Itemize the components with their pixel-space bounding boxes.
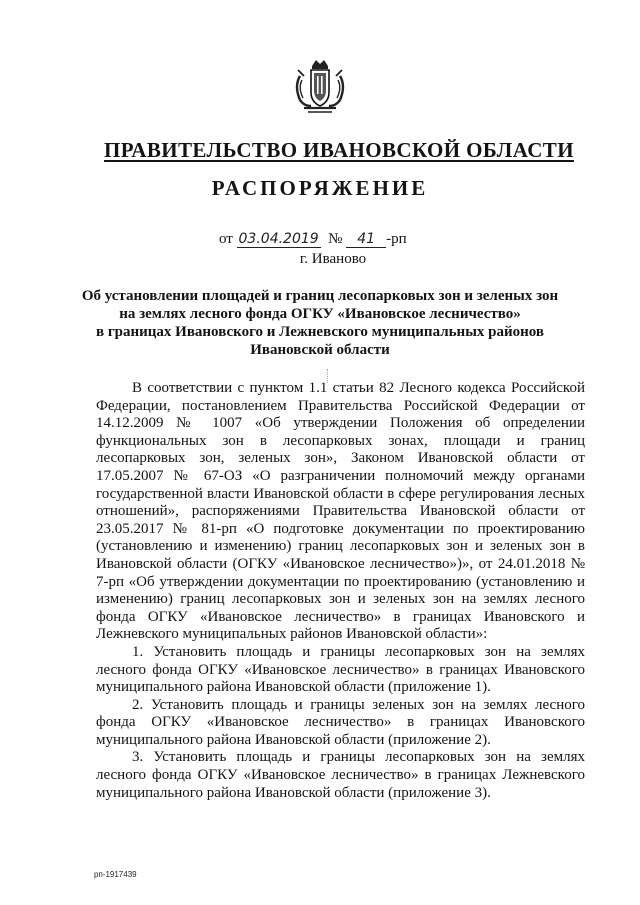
title-line: Ивановской области <box>250 342 390 358</box>
document-body <box>96 380 585 802</box>
coat-of-arms-icon <box>290 56 350 118</box>
from-label: от <box>219 231 233 247</box>
government-heading: ПРАВИТЕЛЬСТВО ИВАНОВСКОЙ ОБЛАСТИ <box>104 138 574 162</box>
document-code: рп-1917439 <box>94 870 137 879</box>
handwritten-date: 03.04.2019 <box>238 231 319 247</box>
title-line: на землях лесного фонда ОГКУ «Ивановское лесничество» <box>119 306 521 322</box>
preamble-paragraph: В соответствии с пунктом 1.1 статьи 82 Лесного кодекса Российской Федерации, постановлением Правительства Российской Федерации от 14.12.2009 № 1007 «Об утверждении Положения об определении функциональных зон в лесопарковых зонах, площади и границ лесопарковых зон, зеленых зон», Законом Ивановской области от 17.05.2007 № 67-ОЗ «О разграничении полномочий между органами государственной власти Ивановской области в сфере регулирования лесных отношений», распоряжениями Правительства Ивановской области от 23.05.2017 № 81-рп «О подготовке документации по проектированию (установлению и изменению) границ лесопарковых зон и зеленых зон в Ивановской области (ОГКУ «Ивановское лесничество»)», от 24.01.2018 № 7-рп «Об утверждении документации по проектированию (установлению и изменению) границ лесопарковых зон и зеленых зон на землях лесного фонда ОГКУ «Ивановское лесничество» в границах Ивановского и Лежневского муниципальных районов Ивановской области»: <box>96 380 585 643</box>
clause-paragraph-2: 2. Установить площадь и границы зеленых зон на землях лесного фонда ОГКУ «Ивановское лесничество» в границах Ивановского муниципального района Ивановской области (приложение 2). <box>96 696 585 748</box>
clause-paragraph-1: 1. Установить площадь и границы лесопарковых зон на землях лесного фонда ОГКУ «Ивановское лесничество» в границах Ивановского муниципального района Ивановской области (приложение 1). <box>96 643 585 696</box>
document-type-heading: РАСПОРЯЖЕНИЕ <box>211 176 429 200</box>
handwritten-number: 41 <box>346 232 386 248</box>
clause-paragraph-3: 3. Установить площадь и границы лесопарковых зон на землях лесного фонда ОГКУ «Ивановское лесничество» в границах Лежневского муниципального района Ивановской области (приложение 3). <box>96 749 585 801</box>
title-line: в границах Ивановского и Лежневского муниципальных районов <box>95 324 545 340</box>
city-label: г. Иваново <box>299 251 367 267</box>
number-sign: № <box>328 231 343 247</box>
document-title <box>70 287 570 359</box>
title-line: Об установлении площадей и границ лесопарковых зон и зеленых зон <box>81 288 559 304</box>
date-number-line <box>219 231 407 248</box>
number-suffix: -рп <box>386 231 407 247</box>
